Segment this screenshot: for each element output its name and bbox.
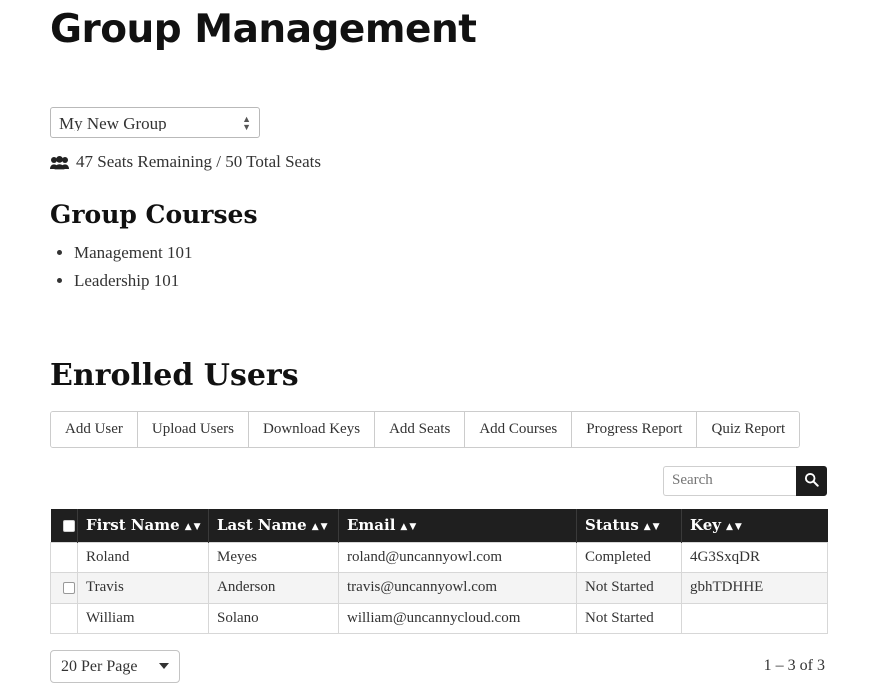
progress-report-button[interactable]: Progress Report xyxy=(572,412,697,447)
seats-summary xyxy=(50,152,871,172)
cell-first-name: Travis xyxy=(78,572,209,603)
cell-key: gbhTDHHE xyxy=(682,572,828,603)
column-header-status-label: Status xyxy=(585,516,639,534)
cell-last-name: Solano xyxy=(209,603,339,633)
column-header-status[interactable] xyxy=(577,509,682,543)
cell-email: roland@uncannyowl.com xyxy=(339,542,577,572)
row-select-cell[interactable] xyxy=(51,572,78,603)
group-selector-row xyxy=(50,107,871,138)
column-header-first-name[interactable] xyxy=(78,509,209,543)
group-courses-heading: Group Courses xyxy=(50,200,258,229)
column-header-last-name[interactable] xyxy=(209,509,339,543)
column-header-key-label: Key xyxy=(690,516,721,534)
result-count: 1 – 3 of 3 xyxy=(763,657,825,674)
column-header-email[interactable] xyxy=(339,509,577,543)
cell-first-name: Roland xyxy=(78,542,209,572)
add-courses-button[interactable]: Add Courses xyxy=(465,412,572,447)
cell-key xyxy=(682,603,828,633)
group-select[interactable] xyxy=(50,107,260,138)
cell-status: Not Started xyxy=(577,603,682,633)
column-header-key[interactable] xyxy=(682,509,828,543)
table-row xyxy=(51,603,828,633)
per-page-select[interactable] xyxy=(50,650,180,683)
per-page-shell xyxy=(50,650,180,683)
cell-first-name: William xyxy=(78,603,209,633)
column-header-first-name-label: First Name xyxy=(86,516,180,534)
sort-icon[interactable]: ▲▼ xyxy=(184,522,203,532)
row-select-checkbox[interactable] xyxy=(63,582,75,594)
search-row xyxy=(50,466,827,496)
sort-icon[interactable]: ▲▼ xyxy=(725,522,744,532)
sort-icon[interactable]: ▲▼ xyxy=(400,522,419,532)
select-updown-icon: ▲ ▼ xyxy=(242,113,251,132)
enrolled-actions-toolbar xyxy=(50,411,800,448)
sort-icon[interactable]: ▲▼ xyxy=(643,522,662,532)
select-all-checkbox[interactable] xyxy=(63,520,75,532)
cell-key: 4G3SxqDR xyxy=(682,542,828,572)
quiz-report-button[interactable]: Quiz Report xyxy=(697,412,799,447)
list-item: • Leadership 101 xyxy=(74,267,871,295)
cell-email: travis@uncannyowl.com xyxy=(339,572,577,603)
group-select-shell xyxy=(50,107,260,138)
search-button[interactable] xyxy=(796,466,827,496)
search-icon xyxy=(804,472,819,490)
select-all-header xyxy=(51,509,78,543)
list-item: • Management 101 xyxy=(74,239,871,267)
column-header-last-name-label: Last Name xyxy=(217,516,307,534)
row-select-cell[interactable] xyxy=(51,603,78,633)
table-row xyxy=(51,572,828,603)
table-header-row xyxy=(51,509,828,543)
table-footer xyxy=(50,650,827,683)
enrolled-users-heading: Enrolled Users xyxy=(50,358,299,393)
page-title: Group Management xyxy=(50,7,477,52)
upload-users-button[interactable]: Upload Users xyxy=(138,412,249,447)
add-seats-button[interactable]: Add Seats xyxy=(375,412,465,447)
cell-status: Not Started xyxy=(577,572,682,603)
people-icon xyxy=(50,155,69,169)
sort-icon[interactable]: ▲▼ xyxy=(311,522,330,532)
table-row xyxy=(51,542,828,572)
download-keys-button[interactable]: Download Keys xyxy=(249,412,375,447)
group-courses-list xyxy=(50,239,871,295)
add-user-button[interactable]: Add User xyxy=(51,412,138,447)
row-select-cell[interactable] xyxy=(51,542,78,572)
search-input[interactable] xyxy=(663,466,796,496)
search-wrap xyxy=(663,466,827,496)
cell-last-name: Anderson xyxy=(209,572,339,603)
cell-email: william@uncannycloud.com xyxy=(339,603,577,633)
cell-status: Completed xyxy=(577,542,682,572)
seats-text: 47 Seats Remaining / 50 Total Seats xyxy=(76,152,321,171)
column-header-email-label: Email xyxy=(347,516,396,534)
cell-last-name: Meyes xyxy=(209,542,339,572)
enrolled-users-table xyxy=(50,509,828,634)
